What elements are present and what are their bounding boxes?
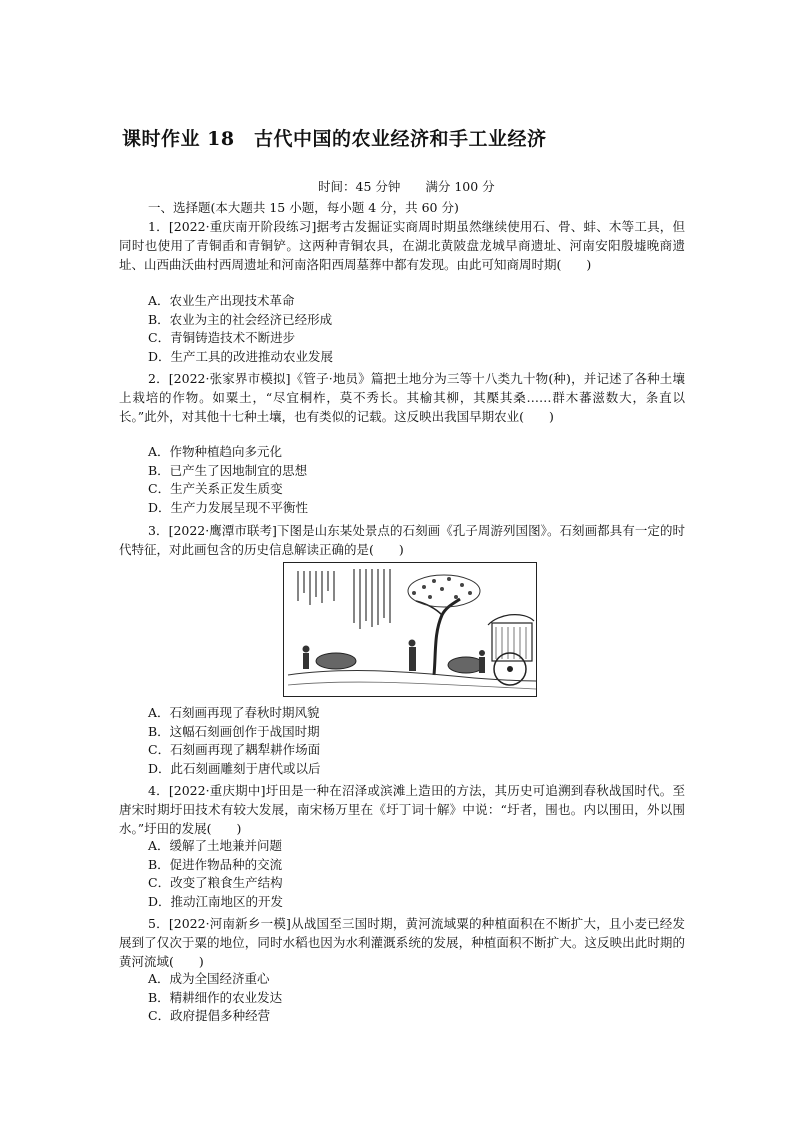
page-title: 课时作业 18 古代中国的农业经济和手工业经济 xyxy=(122,128,547,150)
question-3-stem: 3．[2022·鹰潭市联考]下图是山东某处景点的石刻画《孔子周游列国图》。石刻画都具有一定的时代特征，对此画包含的历史信息解读正确的是( ) xyxy=(119,523,685,557)
option-d: D．推动江南地区的开发 xyxy=(148,893,284,909)
option-b: B．已产生了因地制宜的思想 xyxy=(148,462,308,478)
question-3-options xyxy=(148,704,321,778)
option-a: A．作物种植趋向多元化 xyxy=(148,444,283,459)
option-b: B．精耕细作的农业发达 xyxy=(148,989,283,1005)
option-b: B．促进作物品种的交流 xyxy=(148,856,283,872)
option-d: D．此石刻画雕刻于唐代或以后 xyxy=(148,760,321,776)
option-a: A．石刻画再现了春秋时期风貌 xyxy=(148,705,320,720)
question-5-options xyxy=(148,970,282,1026)
option-c: C．青铜铸造技术不断进步 xyxy=(148,330,296,346)
option-d: D．生产力发展呈现不平衡性 xyxy=(148,499,309,515)
exam-meta: 时间：45 分钟 满分 100 分 xyxy=(318,179,495,194)
option-c: C．生产关系正发生质变 xyxy=(148,481,283,497)
question-2-stem: 2．[2022·张家界市模拟]《管子·地员》篇把土地分为三等十八类九十物(种)，并记述了各种土壤上栽培的作物。如粟土，“尽宜桐柞，莫不秀长。其榆其柳，其檿其桑……群木蕃滋数大，条直以长。”此外，对其他十七种土壤，也有类似的记载。这反映出我国早期农业( ) xyxy=(119,371,685,424)
carving-illustration xyxy=(284,563,537,697)
question-4-stem: 4．[2022·重庆期中]圩田是一种在沼泽或滨滩上造田的方法，其历史可追溯到春秋战国时代。至唐宋时期圩田技术有较大发展，南宋杨万里在《圩丁词十解》中说：“圩者，围也。内以围田，外以围水。”圩田的发展( ) xyxy=(119,783,685,836)
stone-carving-figure xyxy=(283,562,537,697)
question-2-options xyxy=(148,443,308,517)
option-d: D．生产工具的改进推动农业发展 xyxy=(148,348,334,364)
question-1-options xyxy=(148,292,333,366)
option-c: C．石刻画再现了耦犁耕作场面 xyxy=(148,742,321,758)
option-b: B．农业为主的社会经济已经形成 xyxy=(148,311,333,327)
option-a: A．农业生产出现技术革命 xyxy=(148,293,295,308)
question-1-stem: 1．[2022·重庆南开阶段练习]据考古发掘证实商周时期虽然继续使用石、骨、蚌、木等工具，但同时也使用了青铜臿和青铜铲。这两种青铜农具，在湖北黄陂盘龙城早商遗址、河南安阳殷墟晚商遗址、山西曲沃曲村西周遗址和河南洛阳西周墓葬中都有发现。由此可知商周时期( ) xyxy=(119,219,685,272)
option-c: C．政府提倡多种经营 xyxy=(148,1008,271,1024)
question-4-options xyxy=(148,837,283,911)
question-5-stem: 5．[2022·河南新乡一模]从战国至三国时期，黄河流域粟的种植面积在不断扩大，且小麦已经发展到了仅次于粟的地位，同时水稻也因为水利灌溉系统的发展，种植面积不断扩大。这反映出此时期的黄河流域( ) xyxy=(119,916,685,969)
option-a: A．成为全国经济重心 xyxy=(148,971,270,986)
option-b: B．这幅石刻画创作于战国时期 xyxy=(148,723,320,739)
section-heading: 一、选择题(本大题共 15 小题，每小题 4 分，共 60 分) xyxy=(148,200,459,215)
option-a: A．缓解了土地兼并问题 xyxy=(148,838,283,853)
option-c: C．改变了粮食生产结构 xyxy=(148,875,283,891)
